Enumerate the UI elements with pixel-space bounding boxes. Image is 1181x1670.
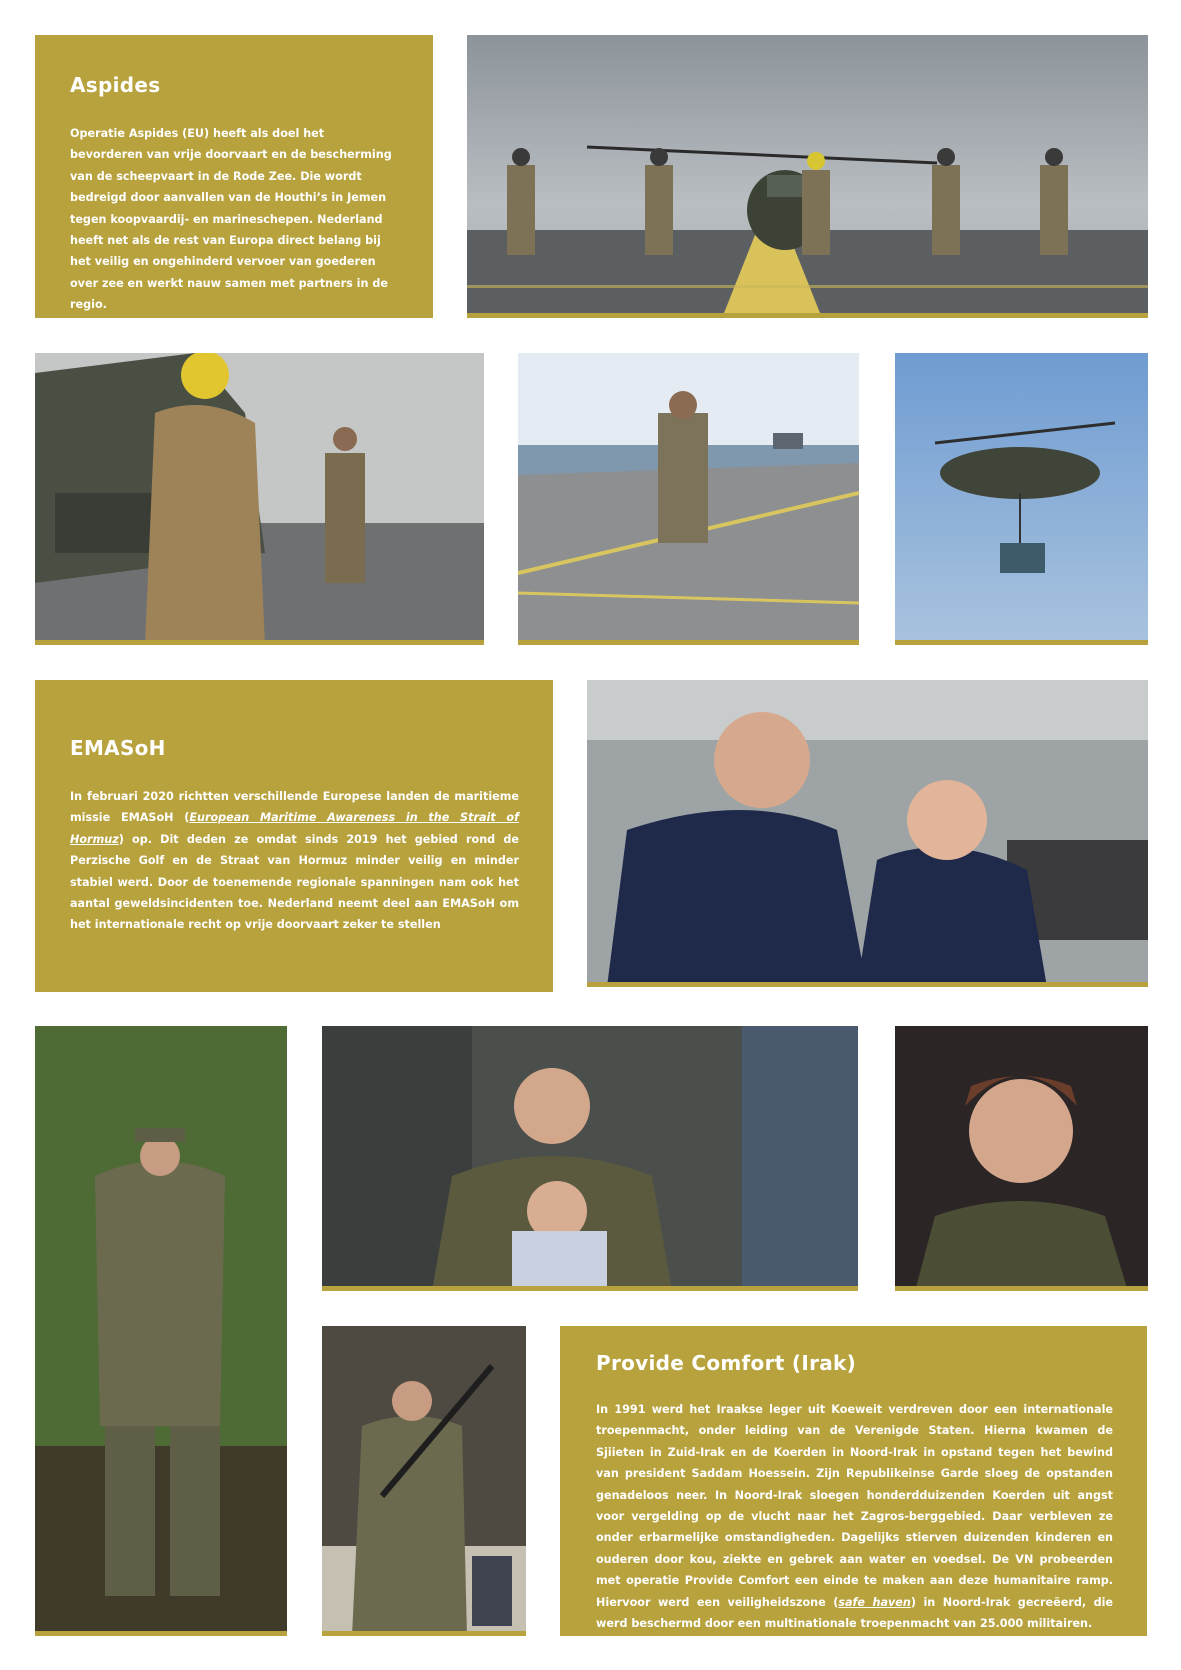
emasoh-body-text-1: In februari 2020 richtten verschillende Europese landen de maritieme missie EMASoH ( [70,790,519,825]
provide-comfort-body-text-1: In 1991 werd het Iraakse leger uit Koeweit verdreven door een internationale troepenmacht, onder leiding van de Verenigde Staten. Hierna kwamen de Sjiieten in Zuid-Irak en de Koerden in Noord-Irak in opstand tegen het bewind van president Saddam Hoessein. Zijn Republikeinse Garde sloeg de opstanden genadeloos neer. In Noord-Irak sloegen honderdduizenden Koerden uit angst voor vergelding op de vlucht naar het Zagros-berggebied. Daar verbleven ze onder erbarmelijke omstandigheden. Dagelijks stierven duizenden kinderen en ouderen door kou, ziekte en gebrek aan water en voedsel. De VN probeerden met operatie Provide Comfort een einde te maken aan deze humanitaire ramp. Hiervoor werd een veiligheidszone ( [596,1403,1113,1609]
provide-comfort-body-text-2: ) in Noord-Irak gecreëerd, die werd beschermd door een multinationale troepenmacht van 25.000 militairen. [596,1595,1114,1631]
provide-comfort-safe-haven-term: safe haven [838,1595,911,1609]
provide-comfort-body [596,1399,1113,1634]
photo-soldier-with-rifle [322,1326,526,1636]
provide-comfort-info-box [560,1326,1147,1636]
photo-helicopter-sling-load [895,353,1148,645]
photo-flight-deck-crew-helicopter [467,35,1148,318]
photo-soldier-standing-in-garden [35,1026,287,1636]
photo-two-navy-officers [587,680,1148,987]
photo-smiling-soldier-portrait [895,1026,1148,1291]
emasoh-mission-full-name: European Maritime Awareness in the Strait of Hormuz [70,811,519,846]
photo-soldier-holding-baby [322,1026,858,1291]
aspides-body: Operatie Aspides (EU) heeft als doel het bevorderen van vrije doorvaart en de bescherming van de scheepvaart in de Rode Zee. Die wordt bedreigd door aanvallen van de Houthi’s in Jemen tegen koopvaardij- en marineschepen. Nederland heeft net als de rest van Europa direct belang bij het veilig en ongehinderd vervoer van goederen over zee en werkt nauw samen met partners in de regio. [70,127,392,312]
photo-crewman-standing-on-deck [518,353,859,645]
emasoh-body [70,786,519,936]
emasoh-title: EMASoH [70,736,166,760]
photo-pilot-and-crewman-by-helicopter [35,353,484,645]
provide-comfort-title: Provide Comfort (Irak) [596,1351,857,1375]
aspides-title: Aspides [70,73,161,97]
emasoh-body-text-2: ) op. Dit deden ze omdat sinds 2019 het gebied rond de Perzische Golf en de Straat van Hormuz minder veilig en minder stabiel werd. Door de toenemende regionale spanningen nam ook het aantal geweldsincidenten toe. Nederland neemt deel aan EMASoH om het internationale recht op vrije doorvaart zeker te stellen [70,832,519,932]
emasoh-info-box [35,680,553,992]
aspides-info-box [35,35,433,318]
